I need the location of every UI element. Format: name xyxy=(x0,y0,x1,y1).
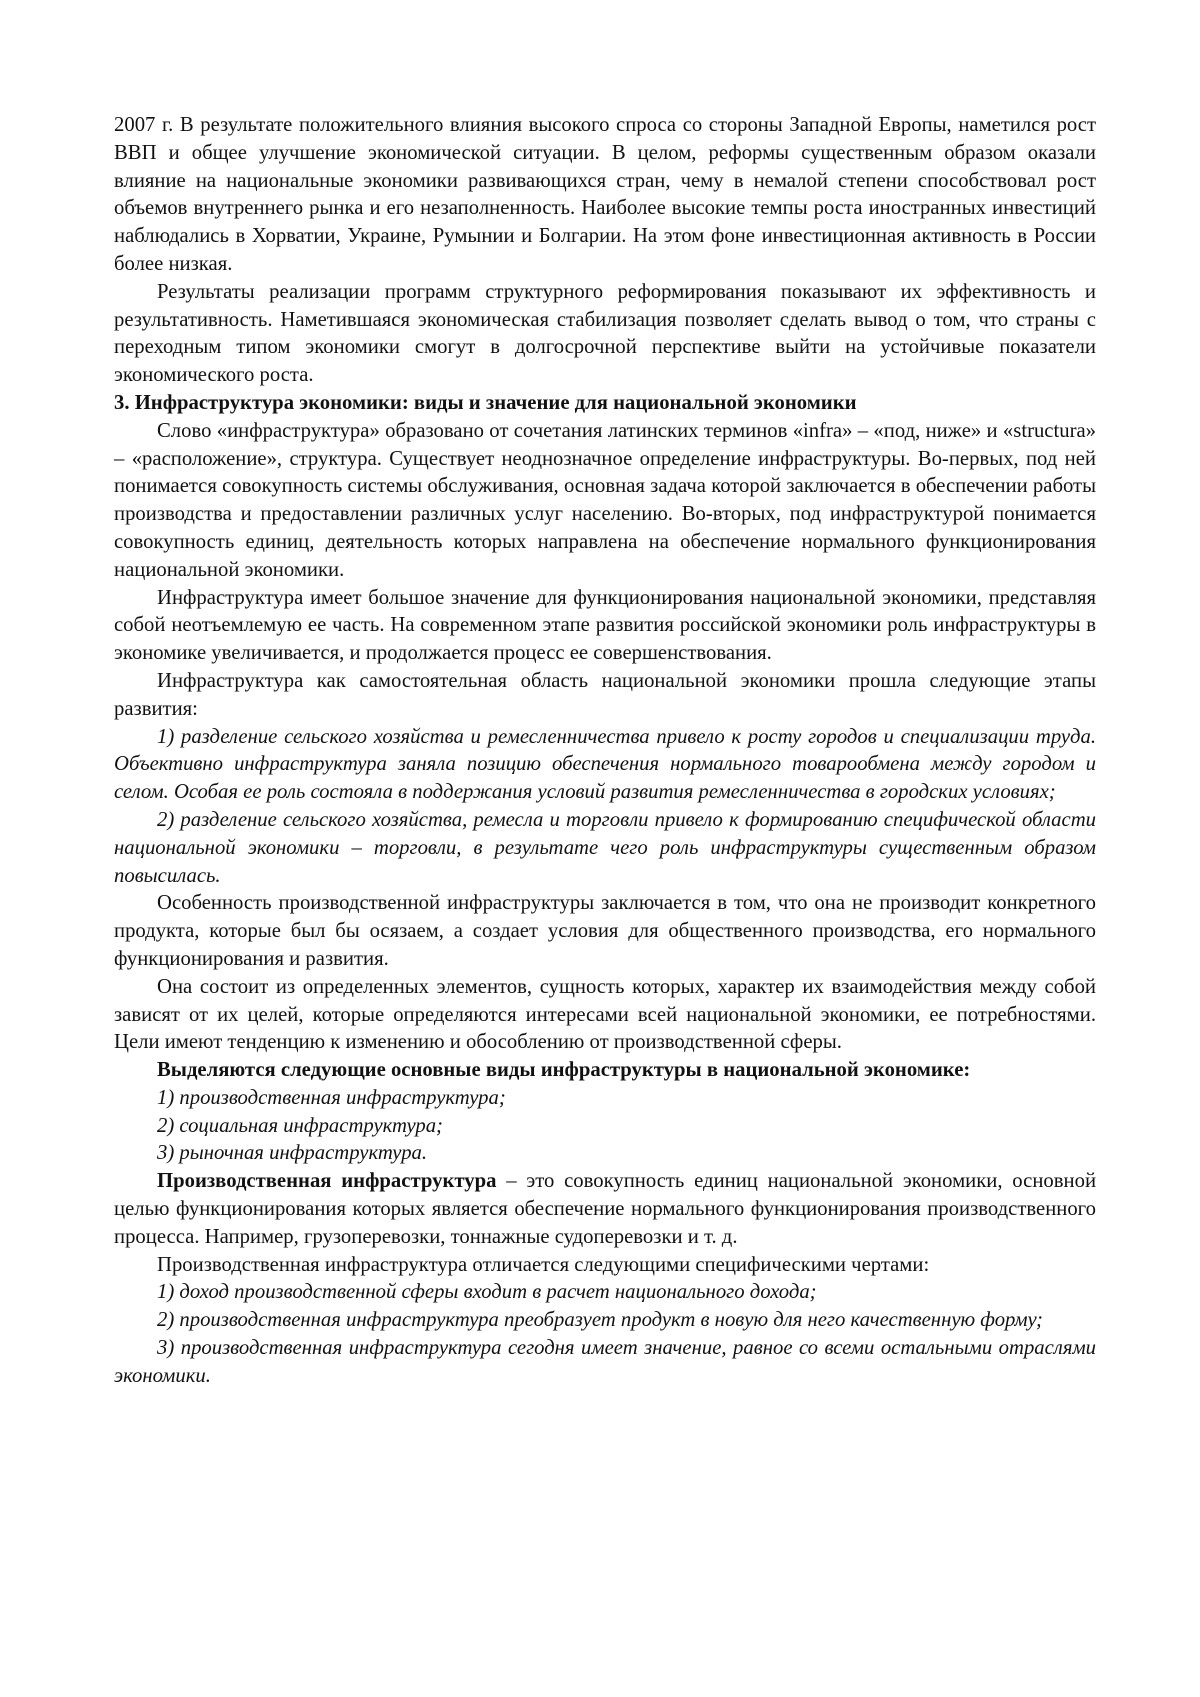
type-list-item-2: 2) социальная инфраструктура; xyxy=(157,1114,443,1137)
paragraph-production-infrastructure: Особенность производственной инфраструктуры заключается в том, что она не производит конкретного продукта, которые был бы осязаем, а создает условия для общественного производства, его нормального функционирования и развития. xyxy=(114,892,1096,970)
paragraph-results: Результаты реализации программ структурного реформирования показывают их эффективность и результативность. Наметившаяся экономическая стабилизация позволяет сделать вывод о том, что страны с переходным типом экономики смогут в долгосрочной перспективе выйти на устойчивые показатели экономического роста. xyxy=(114,280,1096,387)
paragraph-word-origin: Слово «инфраструктура» образовано от сочетания латинских терминов «infra» – «под, ниже» и «structura» – «расположение», структура. Существует неоднозначное определение инфраструктуры. Во-первых, под ней понимается совокупность системы обслуживания, основная задача которой заключается в обеспечении работы производства и предоставлении различных услуг населению. Во-вторых, под инфраструктурой понимается совокупность единиц, деятельность которых направлена на обеспечение нормального функционирования национальной экономики. xyxy=(114,419,1096,581)
type-list-item-3: 3) рыночная инфраструктура. xyxy=(157,1142,428,1165)
type-list-item-1: 1) производственная инфраструктура; xyxy=(157,1086,506,1109)
paragraph-importance: Инфраструктура имеет большое значение для функционирования национальной экономики, представляя собой неотъемлемую ее часть. На современном этапе развития российской экономики роль инфраструктуры в экономике увеличивается, и продолжается процесс ее совершенствования. xyxy=(114,586,1096,665)
feature-item-1: 1) доход производственной сферы входит в расчет национального дохода; xyxy=(157,1281,817,1304)
feature-item-2: 2) производственная инфраструктура преобразует продукт в новую для него качественную форму; xyxy=(157,1309,1043,1332)
section-heading: 3. Инфраструктура экономики: виды и значение для национальной экономики xyxy=(114,391,857,414)
production-term: Производственная инфраструктура xyxy=(157,1170,497,1193)
paragraph-production-definition xyxy=(114,1168,1096,1251)
paragraph-development-stages: Инфраструктура как самостоятельная область национальной экономики прошла следующие этапы развития: xyxy=(114,669,1096,720)
types-heading: Выделяются следующие основные виды инфраструктуры в национальной экономике: xyxy=(157,1059,971,1082)
stage-item-1: 1) разделение сельского хозяйства и ремесленничества привело к росту городов и специализации труда. Объективно инфраструктура заняла позицию обеспечения нормального товарообмена между городом и селом. Особая ее роль состояла в поддержания условий развития ремесленничества в городских условиях; xyxy=(114,725,1096,804)
feature-item-3: 3) производственная инфраструктура сегодня имеет значение, равное со всеми остальными отраслями экономики. xyxy=(114,1337,1096,1387)
paragraph-features: Производственная инфраструктура отличается следующими специфическими чертами: xyxy=(157,1253,930,1276)
paragraph-elements: Она состоит из определенных элементов, сущность которых, характер их взаимодействия между собой зависят от их целей, которые определяются интересами всей национальной экономики, ее потребностями. Цели имеют тенденцию к изменению и обособлению от производственной сферы. xyxy=(114,975,1096,1054)
document-page xyxy=(114,112,1096,1391)
stage-item-2: 2) разделение сельского хозяйства, ремесла и торговли привело к формированию специфической области национальной экономики – торговли, в результате чего роль инфраструктуры существенным образом повысилась. xyxy=(114,808,1096,887)
paragraph-intro: 2007 г. В результате положительного влияния высокого спроса со стороны Западной Европы, наметился рост ВВП и общее улучшение экономической ситуации. В целом, реформы существенным образом оказали влияние на национальные экономики развивающихся стран, чему в немалой степени способствовал рост объемов внутреннего рынка и его незаполненность. Наиболее высокие темпы роста иностранных инвестиций наблюдались в Хорватии, Украине, Румынии и Болгарии. На этом фоне инвестиционная активность в России более низкая. xyxy=(114,114,1096,275)
production-definition-text: – это совокупность единиц национальной экономики, основной целью функционирования которых является обеспечение нормального функционирования производственного процесса. Например, грузоперевозки, тоннажные судоперевозки и т. д. xyxy=(114,1170,1097,1248)
